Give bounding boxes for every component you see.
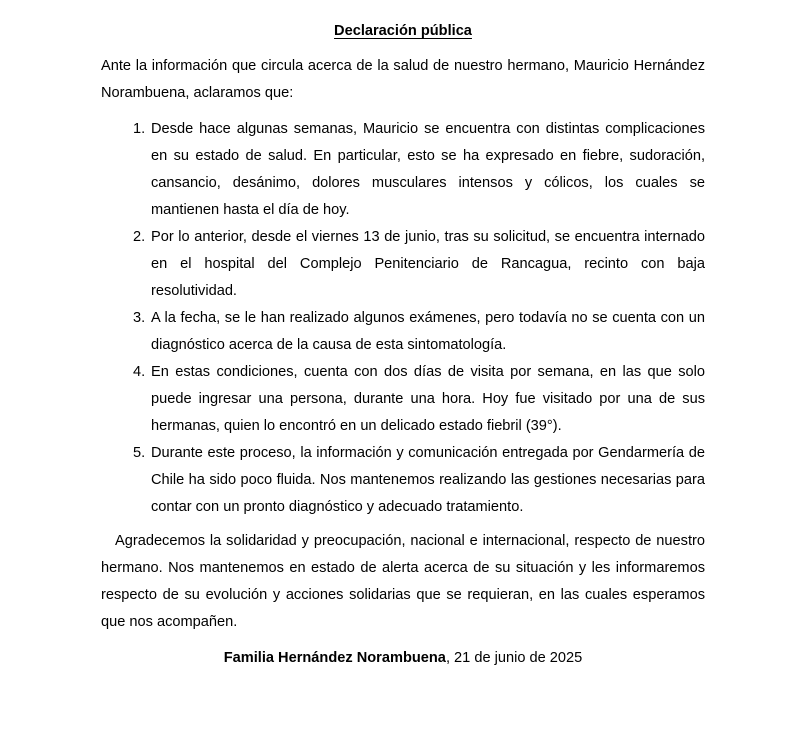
list-item-4: [133, 359, 705, 440]
list-item-3: [133, 305, 705, 359]
list-item-5-text: Durante este proceso, la información y comunicación entregada por Gendarmería de Chile ha sido poco fluida. Nos mantenemos realizando las gestiones necesarias para contar con un pronto diagnóstico y adecuado tratamiento.: [151, 445, 705, 515]
list-item-4-number: 4.: [133, 364, 146, 380]
list-item-1: [133, 116, 705, 224]
list-item-3-number: 3.: [133, 310, 146, 326]
list-item-5-number: 5.: [133, 445, 146, 461]
document-title: Declaración pública: [334, 23, 472, 39]
list-item-2-text: Por lo anterior, desde el viernes 13 de junio, tras su solicitud, se encuentra internado en el hospital del Complejo Penitenciario de Rancagua, recinto con baja resolutividad.: [151, 229, 705, 299]
signature-date: , 21 de junio de 2025: [445, 650, 583, 666]
list-item-1-text: Desde hace algunas semanas, Mauricio se encuentra con distintas complicaciones en su estado de salud. En particular, esto se ha expresado en fiebre, sudoración, cansancio, desánimo, dolores musculares intensos y cólicos, los cuales se mantienen hasta el día de hoy.: [151, 121, 705, 218]
list-item-1-number: 1.: [133, 121, 146, 137]
signature-line: [101, 645, 705, 672]
closing-paragraph: Agradecemos la solidaridad y preocupación, nacional e internacional, respecto de nuestro hermano. Nos mantenemos en estado de alerta acerca de su situación y les informaremos respecto de su evolución y acciones solidarias que se requieran, en las cuales esperamos que nos acompañen.: [101, 533, 705, 630]
signature-name: Familia Hernández Norambuena: [223, 650, 446, 666]
list-item-2: [133, 224, 705, 305]
list-item-2-number: 2.: [133, 229, 146, 245]
list-item-5: [133, 440, 705, 521]
list-item-3-text: A la fecha, se le han realizado algunos exámenes, pero todavía no se cuenta con un diagnóstico acerca de la causa de esta sintomatología.: [151, 310, 705, 353]
intro-paragraph: Ante la información que circula acerca de la salud de nuestro hermano, Mauricio Hernández Norambuena, aclaramos que:: [101, 58, 705, 101]
numbered-list: [101, 116, 705, 521]
list-item-4-text: En estas condiciones, cuenta con dos días de visita por semana, en las que solo puede ingresar una persona, durante una hora. Hoy fue visitado por una de sus hermanas, quien lo encontró en un delicado estado fiebril (39°).: [151, 364, 705, 434]
